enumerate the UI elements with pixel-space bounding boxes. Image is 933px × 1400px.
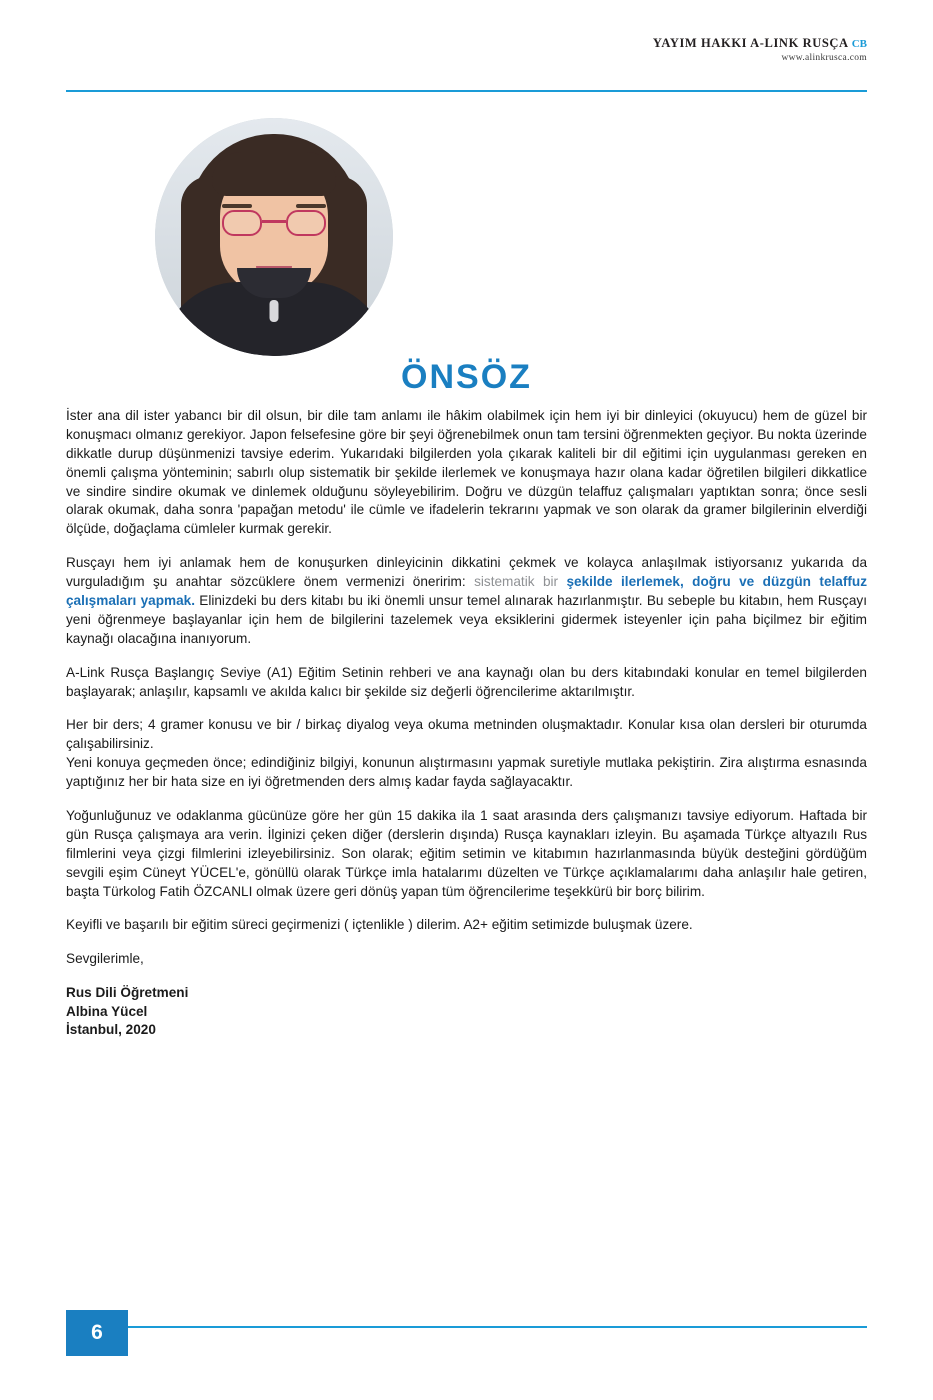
lens-left (222, 210, 262, 236)
page-number-badge: 6 (66, 1310, 128, 1356)
paragraph-7: Keyifli ve başarılı bir eğitim süreci geçirmenizi ( içtenlikle ) dilerim. A2+ eğitim setimizde buluşmak üzere. (66, 917, 693, 933)
footer-divider (66, 1326, 867, 1328)
paragraph-1: İster ana dil ister yabancı bir dil olsun, bir dile tam anlamı ile hâkim olabilmek için hem iyi bir dinleyici (okuyucu) hem de güzel bir konuşmacı olmanız gerekiyor. Japon felsefesine göre bir şeyi öğrenebilmek onun tam tersini öğrenmekten geçiyor. Bu nokta üzerinde dikkatle durup düşünmenizi tavsiye ederim. Yukarıdaki bilgilerden yola çıkarak kaliteli bir dil eğitimi için uygulanması gereken en önemli çalışma yönteminin; sabırlı olup sistematik bir şekilde ilerlemek ve konuşmaya hazır olana kadar öğretilen bilgileri dikkatlice ve sindire sindire okumak ve dinlemek olduğunu söyleyebilirim. Doğru ve düzgün telaffuz çalışmaları yaptıktan sonra; önce sesli olarak okumak, daha sonra 'papağan metodu' ile cümle ve ifadelerin tekrarını yapmak ve son olarak da gramer bilgilerinin elverdiği ölçüde, doğaçlama cümleler kurmak gerekir. (66, 408, 867, 537)
fringe-shape (212, 152, 336, 196)
paragraph-2-highlight-grey: sistematik bir (474, 574, 567, 590)
glasses-bridge (262, 220, 286, 223)
paragraph-4: Her bir ders; 4 gramer konusu ve bir / birkaç diyalog veya okuma metninden oluşmaktadır. Konular kısa olan dersleri bir oturumda çalışabilirsiniz. (66, 717, 867, 752)
paragraph-5: Yeni konuya geçmeden önce; edindiğiniz bilgiyi, konunun alıştırmasını yapmak suretiyle mutlaka pekiştirin. Zira alıştırma esnasında yaptığınız her bir hata size en iyi öğretmenden ders almış kadar fayda sağlayacaktır. (66, 755, 867, 790)
page-header (653, 36, 867, 65)
copyright-notice (653, 36, 867, 51)
copyright-mark-icon: CB (851, 38, 867, 50)
page-title: ÖNSÖZ (401, 358, 532, 396)
signature-name: Albina Yücel (66, 1003, 148, 1019)
paragraph-2-highlight-blue: şekilde ilerlemek, doğru ve düzgün telaffuz çalışmaları yapmak. (66, 574, 867, 609)
signature-role: Rus Dili Öğretmeni (66, 985, 189, 1001)
signature-block (66, 984, 867, 1039)
paragraph-2-part-a: Rusçayı hem iyi anlamak hem de konuşurken dinleyicinin dikkatini çekmek ve kolayca anlaşılmak istiyorsanız yukarıda da vurguladığım şu anahtar sözcüklere önem vermenizi öneririm: (66, 555, 867, 590)
eyebrow-left (222, 204, 252, 208)
closing-salutation: Sevgilerimle, (66, 951, 144, 967)
necklace-pendant-icon (270, 300, 279, 322)
paragraph-6: Yoğunluğunuz ve odaklanma gücünüze göre her gün 15 dakika ila 1 saat arasında ders çalışmanızı tavsiye ediyorum. Haftada bir gün Rusça çalışmaya ara verin. İlginizi çeken diğer (derslerin dışında) Rusça kaynakları izleyin. Bu aşamada Türkçe altyazılı Rus filmlerini veya çizgi filmlerini izleyebilirsiniz. Son olarak; eğitim setimin ve kitabımın hazırlanmasında büyük desteğini gördüğüm sevgili eşim Cüneyt YÜCEL'e, gönüllü olarak Türkçe imla hatalarımı düzelten ve Türkçe açıklamalarımı daha anlaşılır hale getiren, başta Türkolog Fatih ÖZCANLI olmak üzere geri dönüş yapan tüm öğrencilerime teşekkürü bir borç bilirim. (66, 808, 867, 899)
portrait-illustration (155, 118, 393, 356)
author-portrait (155, 118, 393, 356)
glasses-icon (222, 210, 326, 236)
copyright-text: YAYIM HAKKI A-LINK RUSÇA (652, 36, 848, 50)
lens-right (286, 210, 326, 236)
preface-body (66, 407, 867, 1039)
website-url: www.alinkrusca.com (781, 53, 867, 64)
eyebrow-right (296, 204, 326, 208)
signature-place-date: İstanbul, 2020 (66, 1021, 156, 1037)
paragraph-2-part-b: Elinizdeki bu ders kitabı bu iki önemli unsur temel alınarak hazırlanmıştır. Bu sebeple bu kitabın, hem Rusçayı yeni öğrenmeye başlayanlar için hem de bilgilerini tazelemek veya eksiklerini gidermek isteyenler için paha biçilmez bir eğitim kaynağı olacağına inanıyorum. (66, 593, 867, 646)
paragraph-3: A-Link Rusça Başlangıç Seviye (A1) Eğitim Setinin rehberi ve ana kaynağı olan bu ders kitabındaki konular en temel bilgilerden başlayarak; anlaşılır, kapsamlı ve akılda kalıcı bir şekilde siz değerli öğrencilerime aktarılmıştır. (66, 664, 867, 699)
paragraph-2 (66, 554, 867, 648)
header-divider (66, 90, 867, 92)
